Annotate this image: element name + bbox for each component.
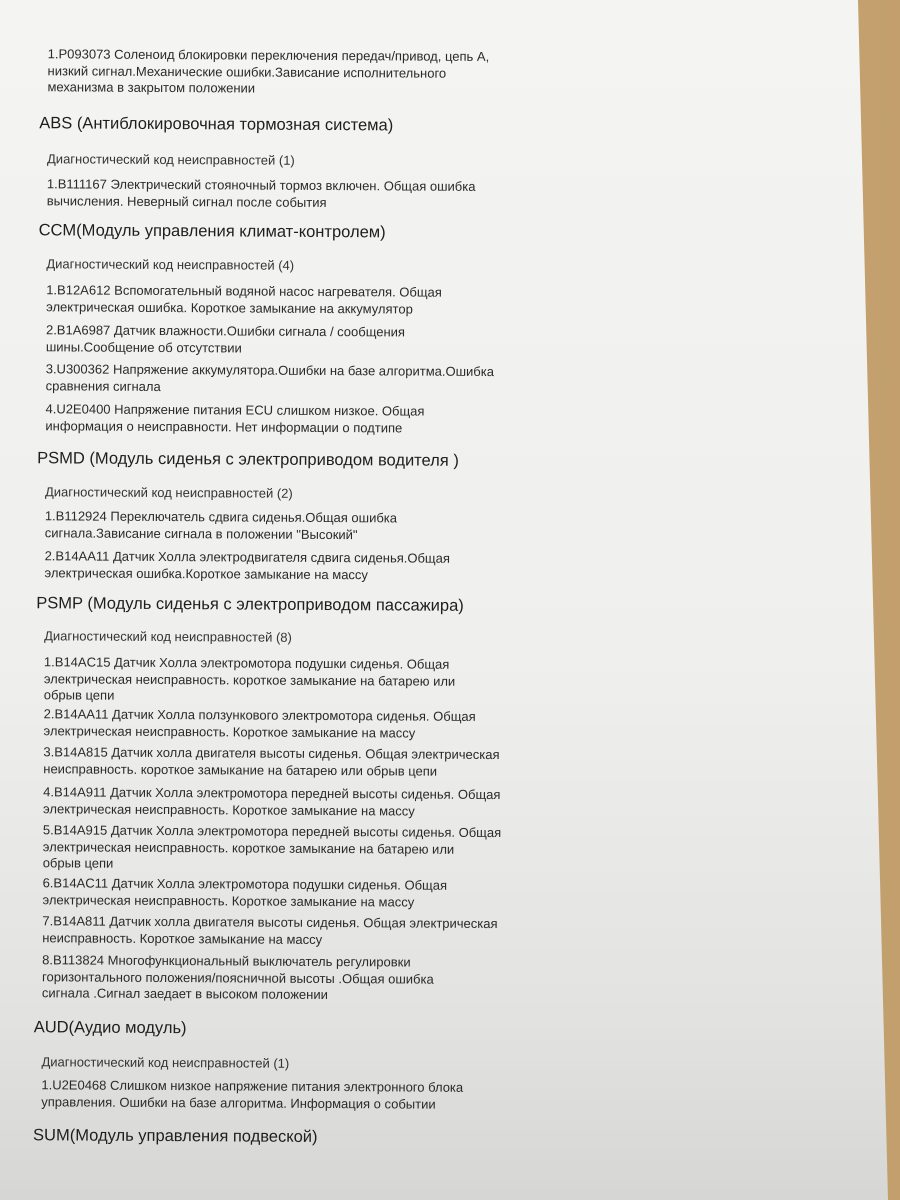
dtc-item-line: сигнала .Сигнал заедает в высоком положении: [41, 985, 328, 1003]
dtc-item-line: 1.P093073 Соленоид блокировки переключения передач/привод, цепь А,: [47, 46, 490, 64]
dtc-item-line: сигнала.Зависание сигнала в положении "Высокий": [44, 524, 358, 542]
dtc-item: [43, 784, 500, 820]
section-heading: AUD(Аудио модуль): [33, 1018, 187, 1038]
dtc-item-line: 4.U2E0400 Напряжение питания ECU слишком низкое. Общая: [45, 401, 425, 419]
dtc-item: [42, 875, 447, 910]
dtc-item-line: шины.Сообщение об отсутствии: [45, 338, 242, 355]
dtc-item-line: неисправность. короткое замыкание на батарею или обрыв цепи: [43, 760, 438, 779]
dtc-item-line: низкий сигнал.Механические ошибки.Зависание исполнительного: [47, 62, 447, 81]
dtc-item-line: электрическая неисправность. Короткое замыкание на массу: [43, 800, 415, 819]
dtc-item: [46, 322, 405, 357]
dtc-item-line: 1.U2E0468 Слишком низкое напряжение питания электронного блока: [41, 1077, 464, 1095]
dtc-item: [44, 654, 456, 706]
dtc-item-line: электрическая неисправность. Короткое замыкание на массу: [43, 722, 416, 741]
section-subtitle: Диагностический код неисправностей (4): [46, 256, 295, 273]
section-heading: PSMD (Модуль сиденья с электроприводом водителя ): [37, 449, 459, 470]
dtc-item-line: 2.B1A6987 Датчик влажности.Ошибки сигнала / сообщения: [45, 322, 406, 340]
dtc-item-line: электрическая ошибка.Короткое замыкание на массу: [44, 564, 369, 582]
dtc-item-line: электрическая неисправность. короткое замыкание на батарею или: [42, 838, 455, 857]
section-heading: CCM(Модуль управления климат-контролем): [38, 221, 386, 242]
dtc-item-line: 6.B14AC11 Датчик Холла электромотора подушки сиденья. Общая: [42, 875, 448, 893]
dtc-item: [45, 401, 424, 436]
section-subtitle: Диагностический код неисправностей (1): [41, 1054, 290, 1071]
dtc-item-line: электрическая неисправность. Короткое замыкание на массу: [42, 891, 415, 910]
section-heading: SUM(Модуль управления подвеской): [33, 1126, 318, 1146]
dtc-item: [42, 913, 497, 949]
dtc-item-line: электрическая неисправность. короткое замыкание на батарею или: [43, 670, 456, 689]
dtc-item-line: 1.B14AC15 Датчик Холла электромотора подушки сиденья. Общая: [43, 654, 450, 672]
dtc-item-line: обрыв цепи: [42, 855, 114, 871]
dtc-item-line: механизма в закрытом положении: [47, 79, 256, 96]
dtc-item-line: информация о неисправности. Нет информации о подтипе: [45, 417, 403, 435]
dtc-item-line: неисправность. Короткое замыкание на массу: [42, 929, 323, 947]
dtc-item-line: 4.B14A911 Датчик Холла электромотора передней высоты сиденья. Общая: [43, 784, 501, 803]
dtc-item: [43, 822, 502, 874]
dtc-item-line: 8.B113824 Многофункциональный выключатель регулировки: [42, 952, 411, 970]
dtc-item: [44, 548, 450, 583]
dtc-item-line: 3.B14A815 Датчик холла двигателя высоты сиденья. Общая электрическая: [43, 744, 500, 763]
dtc-item: [47, 46, 489, 98]
section-heading: ABS (Антиблокировочная тормозная система): [39, 114, 394, 135]
dtc-item: [46, 361, 494, 397]
section-subtitle: Диагностический код неисправностей (8): [44, 628, 292, 645]
dtc-item-line: управления. Ошибки на базе алгоритма. Информация о событии: [41, 1093, 436, 1112]
dtc-item-line: сравнения сигнала: [45, 377, 161, 394]
dtc-item-line: 1.B111167 Электрический стояночный тормоз включен. Общая ошибка: [46, 176, 476, 194]
dtc-item-line: 5.B14A915 Датчик Холла электромотора передней высоты сиденья. Общая: [42, 822, 502, 841]
dtc-item: [42, 952, 434, 1004]
dtc-item: [41, 1077, 463, 1113]
dtc-item: [43, 706, 475, 742]
dtc-item: [46, 282, 442, 317]
dtc-item: [47, 176, 476, 212]
dtc-item-line: 1.B12A612 Вспомогательный водяной насос нагревателя. Общая: [46, 282, 442, 300]
dtc-item-line: 3.U300362 Напряжение аккумулятора.Ошибки на базе алгоритма.Ошибка: [45, 361, 495, 380]
section-heading: PSMP (Модуль сиденья с электроприводом пассажира): [36, 594, 464, 615]
dtc-item-line: обрыв цепи: [43, 687, 115, 703]
section-subtitle: Диагностический код неисправностей (2): [44, 484, 293, 501]
dtc-item-line: 2.B14AA11 Датчик Холла ползункового электромотора сиденья. Общая: [43, 706, 476, 724]
dtc-item: [43, 744, 499, 780]
section-subtitle: Диагностический код неисправностей (1): [46, 151, 295, 168]
dtc-item-line: 7.B14A811 Датчик холла двигателя высоты сиденья. Общая электрическая: [42, 913, 498, 932]
dtc-item-line: электрическая ошибка. Короткое замыкание на аккумулятор: [46, 298, 413, 317]
dtc-item: [45, 508, 397, 543]
dtc-item-line: 1.B112924 Переключатель сдвига сиденья.Общая ошибка: [44, 508, 398, 526]
dtc-item-line: вычисления. Неверный сигнал после события: [46, 192, 327, 210]
dtc-item-line: горизонтального положения/поясничной высоты .Общая ошибка: [41, 968, 434, 987]
dtc-item-line: 2.B14AA11 Датчик Холла электродвигателя сдвига сиденья.Общая: [44, 548, 450, 566]
